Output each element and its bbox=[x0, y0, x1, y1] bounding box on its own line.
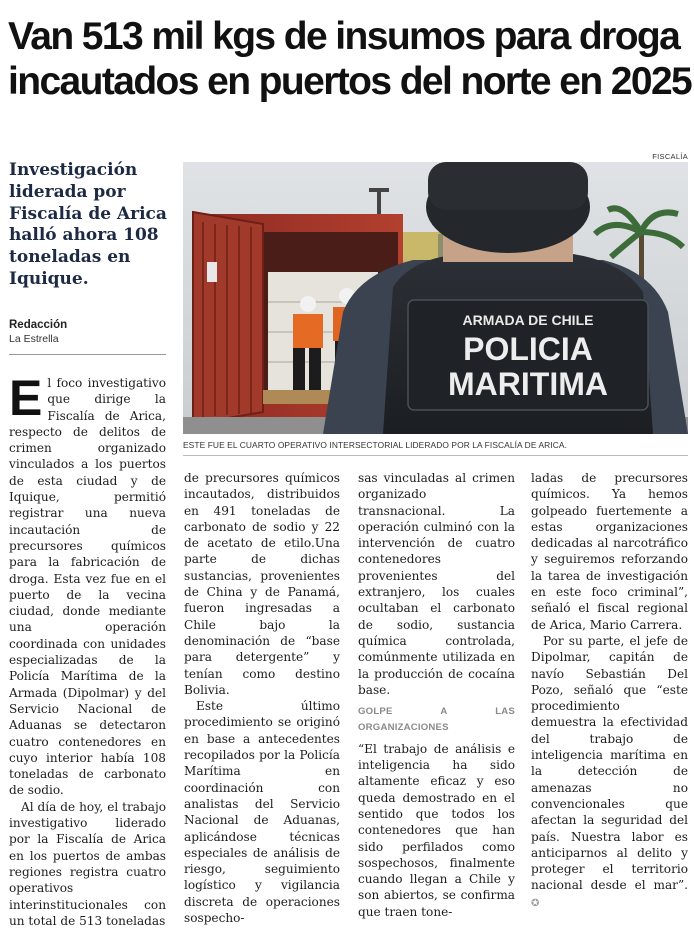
body-column-2 bbox=[184, 470, 340, 926]
body-paragraph bbox=[531, 633, 688, 912]
body-paragraph bbox=[9, 370, 166, 799]
body-paragraph-text: Por su parte, el jefe de Dipolmar, capitán de navío Sebastián Del Pozo, señaló que “este procedimiento demuestra la efectividad del trabajo de inteligencia marítima en la detección de amenazas no convencionales que afectan la seguridad del país. Nuestra labor es anticiparnos al delito y proteger el territorio nacional desde el mar”. bbox=[531, 633, 688, 893]
end-mark-icon: ✪ bbox=[531, 897, 540, 909]
body-paragraph: sas vinculadas al crimen organizado transnacional. La operación culminó con la intervención de cuatro contenedores provenientes del extranjero, los cuales ocultaban el carbonato de sodio, sustancia química controlada, comúnmente utilizada en la producción de cocaína base. bbox=[358, 471, 515, 697]
drop-cap: E bbox=[9, 370, 43, 426]
headline bbox=[8, 14, 692, 104]
vest-text-maritima: MARITIMA bbox=[448, 366, 608, 402]
body-paragraph: ladas de precursores químicos. Ya hemos golpeado fuertemente a estas organizaciones dedicadas al narcotráfico y seguiremos reforzando la tarea de investigación en este foco criminal”, señaló el fiscal regional de Arica, Mario Carrera. bbox=[531, 471, 688, 632]
byline-outlet: La Estrella bbox=[9, 333, 59, 345]
article-photo bbox=[183, 162, 688, 434]
vest-text-armada: ARMADA DE CHILE bbox=[462, 312, 594, 328]
body-column-4 bbox=[531, 470, 688, 912]
headline-line-1: Van 513 mil kgs de insumos para droga bbox=[8, 15, 680, 58]
body-paragraph: Al día de hoy, el trabajo investigativo liderado por la Fiscalía de Arica en los puertos de ambas regiones registra cuatro operativos interinstitucionales con un total de 513 toneladas bbox=[9, 799, 166, 928]
vest-text-policia: POLICIA bbox=[463, 331, 593, 367]
deck-summary: Investigación liderada por Fiscalía de Arica halló ahora 108 toneladas en Iquique. bbox=[9, 160, 167, 289]
caption-divider bbox=[183, 455, 688, 456]
photo-caption: ESTE FUE EL CUARTO OPERATIVO INTERSECTORIAL LIDERADO POR LA FISCALÍA DE ARICA. bbox=[183, 440, 567, 450]
headline-line-2: incautados en puertos del norte en 2025 bbox=[8, 60, 692, 103]
photo-credit: FISCALÍA bbox=[652, 152, 688, 161]
body-paragraph: de precursores químicos incautados, distribuidos en 491 toneladas de carbonato de sodio y 22 de acetato de etilo.Una parte de dichas sustancias, provenientes de China y de Panamá, fueron ingresadas a Chile bajo la denominación de “base para detergente” y tenían como destino Bolivia. bbox=[184, 471, 340, 697]
byline-author: Redacción bbox=[9, 319, 68, 331]
body-column-3 bbox=[358, 470, 515, 920]
byline bbox=[9, 319, 169, 345]
body-paragraph-text: l foco investigativo que dirige la Fiscalía de Arica, respecto de delitos de crimen organizado vinculados a los puertos de esta ciudad y de Iquique, permitió registrar una nueva incautación de precursores químicos para la fabricación de droga. Esta vez fue en el puerto de la vecina ciudad, donde mediante una operación coordinada con unidades especializadas de la Policía Marítima de la Armada (Dipolmar) y del Servicio Nacional de Aduanas se detectaron cuatro contenedores en cuyo interior había 108 toneladas de carbonato de sodio. bbox=[9, 376, 166, 798]
section-subhead: GOLPE A LAS ORGANIZACIONES bbox=[358, 706, 515, 734]
body-paragraph: “El trabajo de análisis e inteligencia ha sido altamente eficaz y eso queda demostrado en el sentido que todos los contenedores que han sido perfilados como sospechosos, finalmente cuando llegan a Chile y son abiertos, se confirma que traen tone- bbox=[358, 741, 515, 919]
body-paragraph: Este último procedimiento se originó en base a antecedentes recopilados por la Policía Marítima en coordinación con analistas del Servicio Nacional de Aduanas, aplicándose técnicas especiales de análisis de riesgo, seguimiento logístico y vigilancia discreta de operaciones sospecho- bbox=[184, 699, 340, 926]
body-column-1 bbox=[9, 370, 166, 929]
byline-divider bbox=[9, 354, 166, 355]
